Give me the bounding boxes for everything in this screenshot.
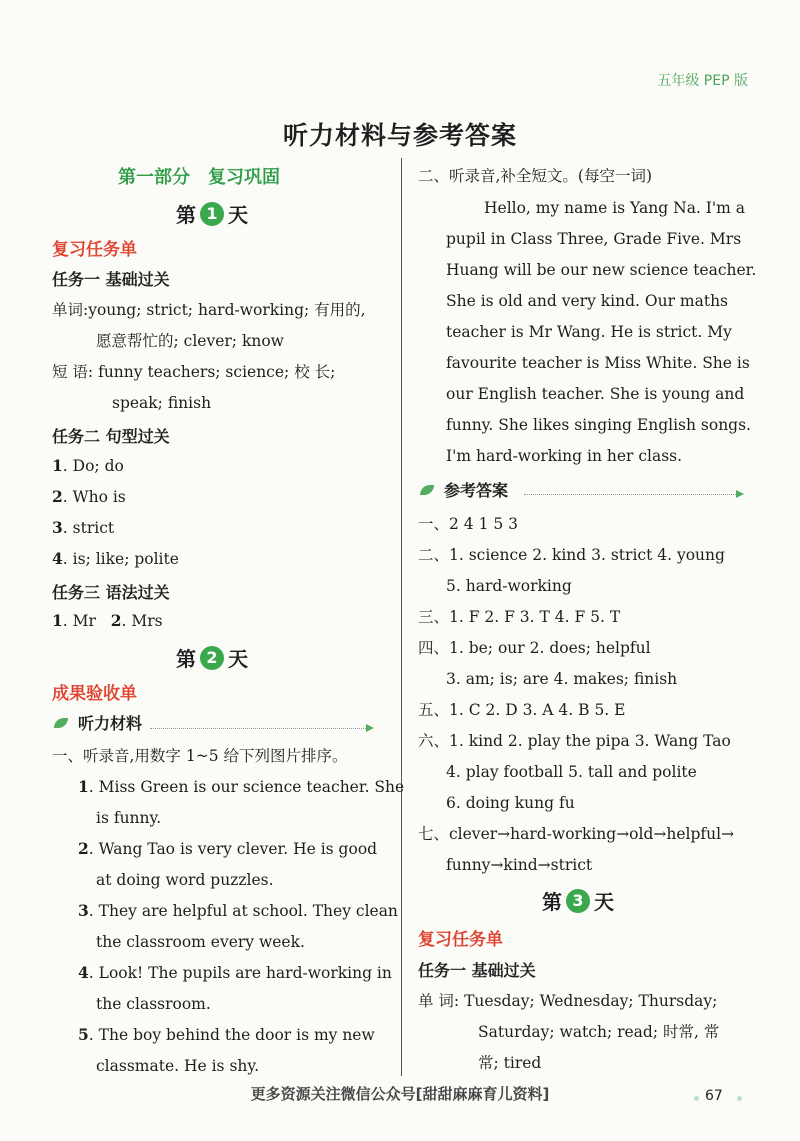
page-dot <box>737 1096 742 1101</box>
page-dot <box>694 1096 699 1101</box>
listening-item: 2. Wang Tao is very clever. He is good <box>78 839 378 858</box>
answer-number: 3 <box>52 518 63 537</box>
phrase-line: 短 语: funny teachers; science; 校 长; <box>52 363 336 381</box>
day-2-heading <box>176 643 248 672</box>
day-prefix: 第 <box>176 647 196 671</box>
answer-row: funny→kind→strict <box>446 856 593 874</box>
answer-row: 4. play football 5. tall and polite <box>446 763 697 781</box>
listening-item: 3. They are helpful at school. They clean <box>78 901 398 920</box>
answer-line: 2. Who is <box>52 487 126 506</box>
phrase-line: speak; finish <box>112 394 212 412</box>
listening-item-cont: classmate. He is shy. <box>96 1057 259 1075</box>
answer-text: Do; do <box>72 457 124 475</box>
answer-row: 三、1. F 2. F 3. T 4. F 5. T <box>418 608 621 626</box>
listening-label: 听力材料 <box>78 714 143 733</box>
answer-text: is; like; polite <box>72 550 179 568</box>
listening-item-cont: the classroom. <box>96 995 211 1013</box>
vocab-line: 愿意帮忙的; clever; know <box>96 332 284 350</box>
answer-line: 4. is; like; polite <box>52 549 179 568</box>
passage-line: favourite teacher is Miss White. She is <box>446 354 750 372</box>
passage-line: I'm hard-working in her class. <box>446 447 683 465</box>
leaf-icon <box>54 718 68 728</box>
answer-text: strict <box>72 519 115 537</box>
day-prefix: 第 <box>542 890 562 914</box>
leaf-icon <box>420 485 434 495</box>
reference-answers-label: 参考答案 <box>444 481 509 500</box>
grade-edition-tag: 五年级 PEP 版 <box>657 73 748 89</box>
day-prefix: 第 <box>176 203 196 227</box>
day-number-badge: 3 <box>566 889 590 913</box>
listening-item: 4. Look! The pupils are hard-working in <box>78 963 392 982</box>
task-1-title: 任务一 基础过关 <box>418 961 536 980</box>
answer-number: 2 <box>52 487 63 506</box>
question-1-instruction: 一、听录音,用数字 1~5 给下列图片排序。 <box>52 747 348 765</box>
vocab-line: 常; tired <box>478 1054 542 1072</box>
question-2-instruction: 二、听录音,补全短文。(每空一词) <box>418 167 653 185</box>
day-3-heading <box>542 886 614 915</box>
review-list-title: 复习任务单 <box>418 930 503 950</box>
reference-answers-heading <box>420 478 508 501</box>
task-1-title: 任务一 基础过关 <box>52 270 170 289</box>
listening-material-heading <box>54 711 142 734</box>
answer-row: 四、1. be; our 2. does; helpful <box>418 639 651 657</box>
passage-line: She is old and very kind. Our maths <box>446 292 729 310</box>
answer-text: Who is <box>72 488 126 506</box>
answer-number: 4 <box>52 549 63 568</box>
task-3-title: 任务三 语法过关 <box>52 583 170 602</box>
passage-line: pupil in Class Three, Grade Five. Mrs <box>446 230 742 248</box>
day-suffix: 天 <box>228 203 248 227</box>
answer-line: 3. strict <box>52 518 115 537</box>
passage-line: Hello, my name is Yang Na. I'm a <box>484 199 746 217</box>
vocab-line: Saturday; watch; read; 时常, 常 <box>478 1023 720 1041</box>
column-divider <box>401 158 402 1076</box>
answer-row: 二、1. science 2. kind 3. strict 4. young <box>418 546 725 564</box>
passage-line: teacher is Mr Wang. He is strict. My <box>446 323 732 341</box>
answer-row: 5. hard-working <box>446 577 572 595</box>
result-check-title: 成果验收单 <box>52 684 137 704</box>
listening-item: 1. Miss Green is our science teacher. She <box>78 777 405 796</box>
dotted-rule <box>524 494 742 495</box>
vocab-line: 单词:young; strict; hard-working; 有用的, <box>52 301 366 319</box>
answer-number: 1 <box>52 456 63 475</box>
passage-line: our English teacher. She is young and <box>446 385 745 403</box>
listening-item-cont: the classroom every week. <box>96 933 305 951</box>
answer-row: 3. am; is; are 4. makes; finish <box>446 670 678 688</box>
page-title: 听力材料与参考答案 <box>282 121 517 150</box>
answer-row: 五、1. C 2. D 3. A 4. B 5. E <box>418 701 626 719</box>
day-number-badge: 1 <box>200 202 224 226</box>
listening-item-cont: at doing word puzzles. <box>96 871 274 889</box>
listening-item-cont: is funny. <box>96 809 162 827</box>
passage-line: Huang will be our new science teacher. <box>446 261 757 279</box>
footer-note: 更多资源关注微信公众号[甜甜麻麻育儿资料] <box>250 1085 550 1103</box>
answer-row: 6. doing kung fu <box>446 794 575 812</box>
vocab-line: 单 词: Tuesday; Wednesday; Thursday; <box>418 992 718 1010</box>
page-number: 67 <box>705 1088 723 1104</box>
day-number-badge: 2 <box>200 646 224 670</box>
listening-item: 5. The boy behind the door is my new <box>78 1025 375 1044</box>
answer-row: 一、2 4 1 5 3 <box>418 515 519 533</box>
passage-line: funny. She likes singing English songs. <box>446 416 751 434</box>
part-title: 第一部分 复习巩固 <box>118 167 280 188</box>
dotted-rule <box>150 728 372 729</box>
day-suffix: 天 <box>594 890 614 914</box>
review-list-title: 复习任务单 <box>52 240 137 260</box>
answer-row: 六、1. kind 2. play the pipa 3. Wang Tao <box>418 732 731 750</box>
answer-line: 1. Do; do <box>52 456 124 475</box>
day-suffix: 天 <box>228 647 248 671</box>
task-2-title: 任务二 句型过关 <box>52 427 170 446</box>
day-1-heading <box>176 199 248 228</box>
grammar-answer: 1. Mr 2. Mrs <box>52 611 163 630</box>
answer-row: 七、clever→hard-working→old→helpful→ <box>418 825 735 843</box>
